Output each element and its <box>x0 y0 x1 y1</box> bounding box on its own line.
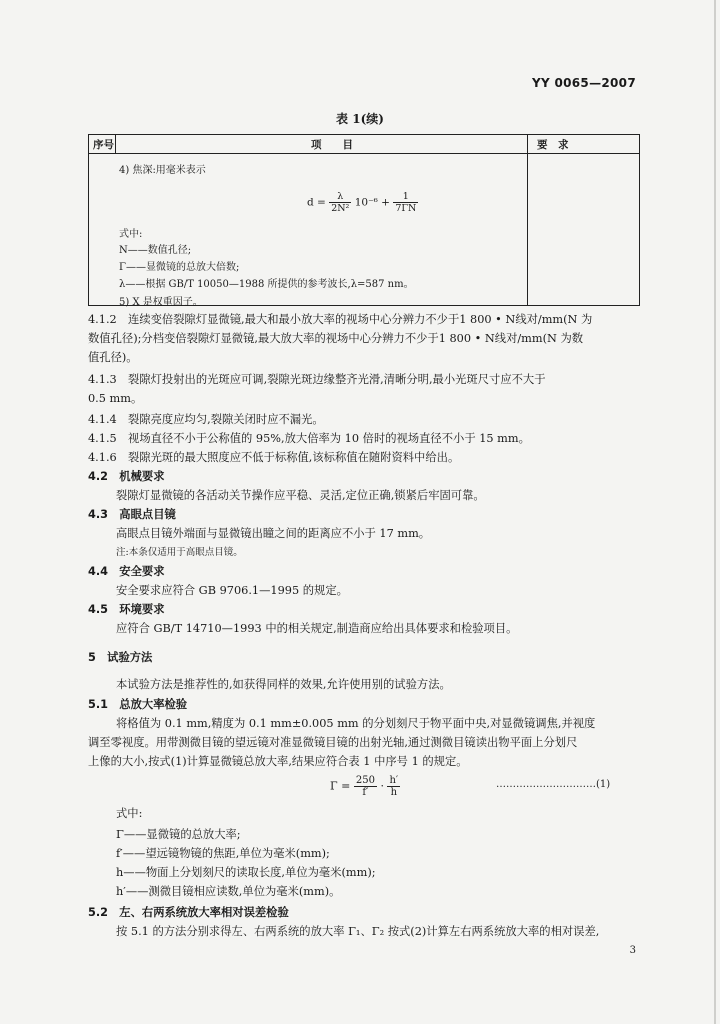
table-text: Γ——显微镜的总放大倍数; <box>119 262 240 273</box>
clause-text: 值孔径)。 <box>88 351 138 364</box>
eq-num: h′ <box>389 775 399 786</box>
col-divider <box>115 135 116 153</box>
formula-num: 1 <box>393 191 418 203</box>
eq-dot: · <box>380 779 384 793</box>
eq-num: 250 <box>355 775 375 786</box>
formula-mid: 10⁻⁶ + <box>354 196 390 209</box>
clause-text: 按 5.1 的方法分别求得左、右两系统的放大率 Γ₁、Γ₂ 按式(2)计算左右两系统放大率的相对误差, <box>116 925 600 938</box>
clause-4-1-4: 4.1.4 裂隙亮度应均匀,裂隙关闭时应不漏光。 <box>88 413 324 426</box>
page-number: 3 <box>629 945 636 956</box>
heading-5: 5 试验方法 <box>88 651 153 664</box>
table-cell-item <box>119 153 527 308</box>
equation-number: …………………………(1) <box>496 779 611 790</box>
clause-text: 安全要求应符合 GB 9706.1—1995 的规定。 <box>116 584 348 597</box>
table-text: 式中: <box>119 229 143 240</box>
standard-number: YY 0065—2007 <box>532 76 636 90</box>
table-text: λ——根据 GB/T 10050—1988 所提供的参考波长,λ=587 nm。 <box>119 279 414 290</box>
formula-lhs: d = <box>307 196 326 209</box>
clause-text: 本试验方法是推荐性的,如获得同样的效果,允许使用别的试验方法。 <box>116 678 451 691</box>
eq-den: h <box>390 787 398 798</box>
clause-text: 应符合 GB/T 14710—1993 中的相关规定,制造商应给出具体要求和检验项目。 <box>116 622 518 635</box>
table-text: N——数值孔径; <box>119 245 192 256</box>
symbol-def: h——物面上分划刻尺的读取长度,单位为毫米(mm); <box>116 866 376 879</box>
depth-formula <box>307 191 418 214</box>
eq-den: f′ <box>362 787 369 798</box>
formula-fraction <box>329 191 351 214</box>
clause-text: 0.5 mm。 <box>88 392 143 405</box>
equation-1 <box>330 775 400 798</box>
eq-fraction <box>387 775 400 798</box>
clause-4-1-6: 4.1.6 裂隙光斑的最大照度应不低于标称值,该标称值在随附资料中给出。 <box>88 451 460 464</box>
clause-4-1-2: 4.1.2 连续变倍裂隙灯显微镜,最大和最小放大率的视场中心分辨力不少于1 800 • N线对/mm(N 为 <box>88 313 593 326</box>
clause-text: 裂隙灯显微镜的各活动关节操作应平稳、灵活,定位正确,锁紧后牢固可靠。 <box>116 489 485 502</box>
clause-text: 高眼点目镜外端面与显微镜出瞳之间的距离应不小于 17 mm。 <box>116 527 431 540</box>
table-text: 4) 焦深:用毫米表示 <box>119 165 206 176</box>
heading-4-4: 4.4 安全要求 <box>88 565 165 578</box>
header-requirement: 要 求 <box>537 139 569 151</box>
clause-text: 式中: <box>116 807 143 820</box>
formula-num: λ <box>329 191 351 203</box>
clause-text: 数值孔径);分档变倍裂隙灯显微镜,最大放大率的视场中心分辨力不少于1 800 • N线对/mm(N 为数 <box>88 332 584 345</box>
eq-fraction <box>354 775 377 798</box>
formula-den: 2N² <box>331 203 350 214</box>
symbol-def: h′——测微目镜相应读数,单位为毫米(mm)。 <box>116 885 341 898</box>
note-text: 注:本条仅适用于高眼点目镜。 <box>116 547 243 558</box>
heading-5-2: 5.2 左、右两系统放大率相对误差检验 <box>88 906 289 919</box>
eq-lhs: Γ = <box>330 779 351 793</box>
symbol-def: Γ——显微镜的总放大率; <box>116 828 241 841</box>
heading-4-2: 4.2 机械要求 <box>88 470 165 483</box>
header-item: 项 目 <box>311 139 353 151</box>
heading-4-3: 4.3 高眼点目镜 <box>88 508 176 521</box>
header-no: 序号 <box>93 139 114 151</box>
clause-4-1-3: 4.1.3 裂隙灯投射出的光斑应可调,裂隙光斑边缘整齐光滑,清晰分明,最小光斑尺寸应不大于 <box>88 373 546 386</box>
heading-4-5: 4.5 环境要求 <box>88 603 165 616</box>
clause-4-1-5: 4.1.5 视场直径不小于公称值的 95%,放大倍率为 10 倍时的视场直径不小于 15 mm。 <box>88 432 530 445</box>
table-header-row <box>89 135 639 154</box>
table-text: 5) X 是权重因子。 <box>119 297 203 308</box>
clause-text: 调至零视度。用带测微目镜的望远镜对准显微镜目镜的出射光轴,通过测微目镜读出物平面上分划尺 <box>88 736 578 749</box>
scan-edge <box>714 0 716 1024</box>
clause-text: 上像的大小,按式(1)计算显微镜总放大率,结果应符合表 1 中序号 1 的规定。 <box>88 755 468 768</box>
col-divider <box>527 135 528 305</box>
table-1-continued <box>88 134 640 306</box>
symbol-def: f′——望远镜物镜的焦距,单位为毫米(mm); <box>116 847 330 860</box>
heading-5-1: 5.1 总放大率检验 <box>88 698 188 711</box>
formula-fraction <box>393 191 418 214</box>
table-title: 表 1(续) <box>336 112 384 126</box>
clause-text: 将格值为 0.1 mm,精度为 0.1 mm±0.005 mm 的分划刻尺于物平面中央,对显微镜调焦,并视度 <box>116 717 596 730</box>
formula-den: 7ΓN <box>395 203 417 214</box>
